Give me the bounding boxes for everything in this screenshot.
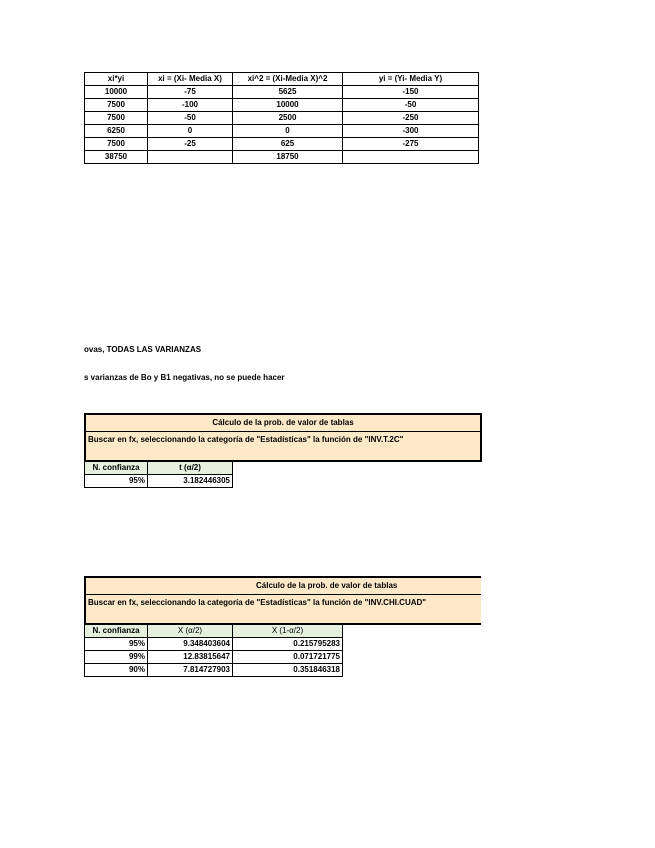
table-cell[interactable]: -275 (343, 138, 479, 151)
table-cell[interactable]: -50 (148, 112, 233, 125)
table-cell[interactable]: 12.83815647 (148, 651, 233, 664)
table-cell[interactable]: 7500 (85, 138, 148, 151)
table-cell[interactable] (148, 151, 233, 164)
table-row-total (85, 151, 479, 164)
table-cell[interactable]: 38750 (85, 151, 148, 164)
note-varianzas: ovas, TODAS LAS VARIANZAS (84, 345, 202, 354)
table-cell[interactable]: 7500 (85, 99, 148, 112)
col-header[interactable]: t (α/2) (148, 462, 233, 475)
table-row (85, 112, 479, 125)
table-row (85, 664, 343, 677)
col-header[interactable]: X (1-α/2) (233, 625, 343, 638)
col-header[interactable]: xi^2 = (Xi-Media X)^2 (233, 73, 343, 86)
t-table-desc: Buscar en fx, seleccionando la categoría de "Estadísticas" la función de "INV.T.2C" (88, 435, 404, 444)
table-cell[interactable]: -150 (343, 86, 479, 99)
table-header-row (85, 462, 233, 475)
table-cell[interactable]: 5625 (233, 86, 343, 99)
t-table-title: Cálculo de la prob. de valor de tablas (86, 415, 480, 432)
table-cell[interactable]: -100 (148, 99, 233, 112)
table-cell[interactable]: -300 (343, 125, 479, 138)
chi-table-desc: Buscar en fx, seleccionando la categoría de "Estadísticas" la función de "INV.CHI.CUAD" (88, 598, 427, 607)
table-cell[interactable]: -50 (343, 99, 479, 112)
col-header[interactable]: X (α/2) (148, 625, 233, 638)
table-row (85, 99, 479, 112)
table-row (85, 475, 233, 488)
col-header[interactable]: N. confianza (85, 462, 148, 475)
table-cell[interactable]: 10000 (85, 86, 148, 99)
table-cell[interactable]: 99% (85, 651, 148, 664)
col-header[interactable]: N. confianza (85, 625, 148, 638)
table-cell[interactable]: -250 (343, 112, 479, 125)
table-cell[interactable]: 0.215795283 (233, 638, 343, 651)
table-cell[interactable]: 10000 (233, 99, 343, 112)
table-cell[interactable]: 9.348403604 (148, 638, 233, 651)
table-cell[interactable]: 0 (148, 125, 233, 138)
table-header-row (85, 625, 343, 638)
table-cell[interactable]: 7500 (85, 112, 148, 125)
table-cell[interactable]: -75 (148, 86, 233, 99)
table-row (85, 138, 479, 151)
table-cell[interactable]: 0.351846318 (233, 664, 343, 677)
table-cell[interactable]: 95% (85, 638, 148, 651)
table-cell[interactable]: 3.182446305 (148, 475, 233, 488)
table-row (85, 651, 343, 664)
table-cell[interactable]: 95% (85, 475, 148, 488)
table-row (85, 638, 343, 651)
table-cell[interactable] (343, 151, 479, 164)
table-row (85, 86, 479, 99)
table-row (85, 125, 479, 138)
chi-table-box (84, 576, 481, 625)
deviation-table (84, 72, 479, 164)
table-cell[interactable]: 6250 (85, 125, 148, 138)
table-cell[interactable]: 0.071721775 (233, 651, 343, 664)
table-cell[interactable]: 7.814727903 (148, 664, 233, 677)
col-header[interactable]: xi = (Xi- Media X) (148, 73, 233, 86)
table-cell[interactable]: -25 (148, 138, 233, 151)
col-header[interactable]: yi = (Yi- Media Y) (343, 73, 479, 86)
t-table-box (84, 413, 482, 462)
t-table (84, 461, 233, 488)
table-cell[interactable]: 18750 (233, 151, 343, 164)
table-cell[interactable]: 2500 (233, 112, 343, 125)
chi-table (84, 624, 343, 677)
table-header-row (85, 73, 479, 86)
note-negativas: s varianzas de Bo y B1 negativas, no se puede hacer (84, 373, 285, 382)
table-cell[interactable]: 625 (233, 138, 343, 151)
col-header[interactable]: xi*yi (85, 73, 148, 86)
table-cell[interactable]: 0 (233, 125, 343, 138)
chi-table-title: Cálculo de la prob. de valor de tablas (86, 578, 481, 595)
table-cell[interactable]: 90% (85, 664, 148, 677)
